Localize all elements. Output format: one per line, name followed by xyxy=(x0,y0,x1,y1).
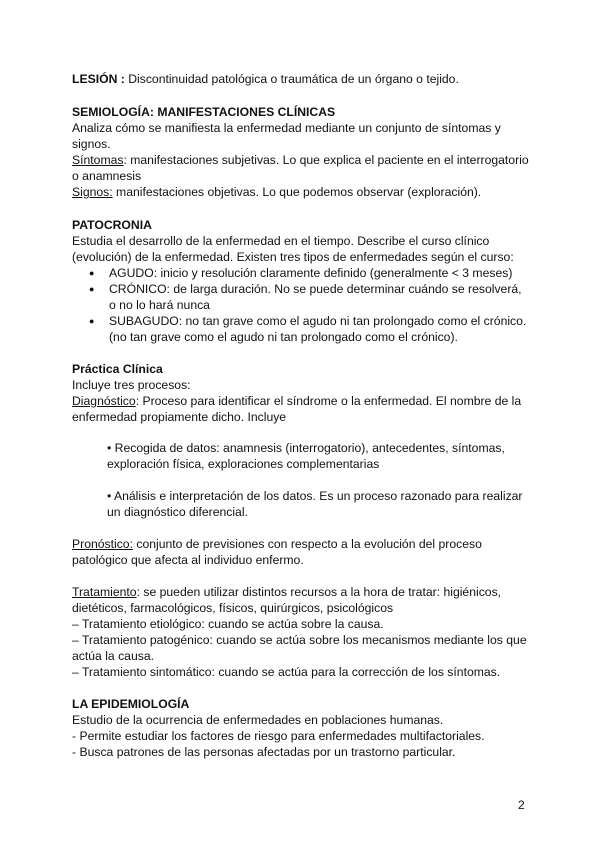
diagnostico-text-cont: enfermedad propiamente dicho. Incluye xyxy=(72,410,287,424)
list-item-analisis: • Análisis e interpretación de los datos. Es un proceso razonado para realizar xyxy=(107,489,523,503)
semiologia-paragraph: signos. xyxy=(72,137,111,151)
patocronia-paragraph: (evolución) de la enfermedad. Existen tres tipos de enfermedades según el curso: xyxy=(72,250,514,264)
list-item-cronico-cont: o no lo hará nunca xyxy=(109,298,210,312)
pronostico-text-cont: patológico que afecta al individuo enfermo. xyxy=(72,553,304,567)
signos-text: manifestaciones objetivas. Lo que podemos observar (exploración). xyxy=(112,185,482,199)
epidemiologia-heading: LA EPIDEMIOLOGÍA xyxy=(72,697,190,711)
list-item-recogida: • Recogida de datos: anamnesis (interrogatorio), antecedentes, síntomas, xyxy=(107,441,505,455)
lesion-text: Discontinuidad patológica o traumática de un órgano o tejido. xyxy=(124,72,459,86)
diagnostico-text: : Proceso para identificar el síndrome o la enfermedad. El nombre de la xyxy=(135,394,522,408)
tratamiento-patogenico-cont: actúa la causa. xyxy=(72,649,154,663)
pronostico-text: conjunto de previsiones con respecto a la evolución del proceso xyxy=(132,537,482,551)
tratamiento-label: Tratamiento xyxy=(72,585,137,599)
pronostico-label: Pronóstico: xyxy=(72,537,133,551)
sintomas-definition xyxy=(72,152,529,168)
lesion-definition xyxy=(72,71,459,87)
bullet-icon: ● xyxy=(89,316,95,326)
epidemiologia-paragraph: - Busca patrones de las personas afectadas por un trastorno particular. xyxy=(72,745,456,759)
tratamiento-etiologico: – Tratamiento etiológico: cuando se actúa sobre la causa. xyxy=(72,617,384,631)
semiologia-heading: SEMIOLOGÍA: MANIFESTACIONES CLÍNICAS xyxy=(72,105,336,119)
practica-paragraph: Incluye tres procesos: xyxy=(72,378,191,392)
list-item-analisis-cont: un diagnóstico diferencial. xyxy=(107,505,248,519)
tratamiento-sintomatico: – Tratamiento sintomático: cuando se actúa para la corrección de los síntomas. xyxy=(72,665,501,679)
practica-heading: Práctica Clínica xyxy=(72,362,163,376)
patocronia-paragraph: Estudia el desarrollo de la enfermedad en el tiempo. Describe el curso clínico xyxy=(72,234,490,248)
signos-label: Signos: xyxy=(72,185,113,199)
diagnostico-definition xyxy=(72,393,521,409)
semiologia-paragraph: Analiza cómo se manifiesta la enfermedad mediante un conjunto de síntomas y xyxy=(72,121,501,135)
list-item-subagudo: SUBAGUDO: no tan grave como el agudo ni tan prolongado como el crónico. xyxy=(109,314,527,328)
bullet-icon: ● xyxy=(89,268,95,278)
pronostico-definition xyxy=(72,536,482,552)
diagnostico-label: Diagnóstico xyxy=(72,394,136,408)
epidemiologia-paragraph: Estudio de la ocurrencia de enfermedades en poblaciones humanas. xyxy=(72,713,444,727)
sintomas-text-cont: o anamnesis xyxy=(72,169,142,183)
tratamiento-text: : se pueden utilizar distintos recursos a la hora de tratar: higiénicos, xyxy=(136,585,502,599)
patocronia-heading: PATOCRONIA xyxy=(72,218,152,232)
tratamiento-text-cont: dietéticos, farmacológicos, físicos, quirúrgicos, psicológicos xyxy=(72,601,394,615)
list-item-recogida-cont: exploración física, exploraciones complementarias xyxy=(107,457,380,471)
bullet-icon: ● xyxy=(89,284,95,294)
epidemiologia-paragraph: - Permite estudiar los factores de riesgo para enfermedades multifactoriales. xyxy=(72,729,485,743)
sintomas-text: : manifestaciones subjetivas. Lo que explica el paciente en el interrogatorio xyxy=(123,153,529,167)
list-item-agudo: AGUDO: inicio y resolución claramente definido (generalmente < 3 meses) xyxy=(109,266,513,280)
sintomas-label: Síntomas xyxy=(72,153,124,167)
tratamiento-definition xyxy=(72,584,501,600)
page-number: 2 xyxy=(518,798,525,812)
signos-definition xyxy=(72,184,481,200)
list-item-cronico: CRÓNICO: de larga duración. No se puede determinar cuándo se resolverá, xyxy=(109,282,522,296)
tratamiento-patogenico: – Tratamiento patogénico: cuando se actúa sobre los mecanismos mediante los que xyxy=(72,633,527,647)
lesion-label: LESIÓN : xyxy=(72,72,125,86)
list-item-subagudo-cont: (no tan grave como el agudo ni tan prolongado como el crónico). xyxy=(109,330,458,344)
